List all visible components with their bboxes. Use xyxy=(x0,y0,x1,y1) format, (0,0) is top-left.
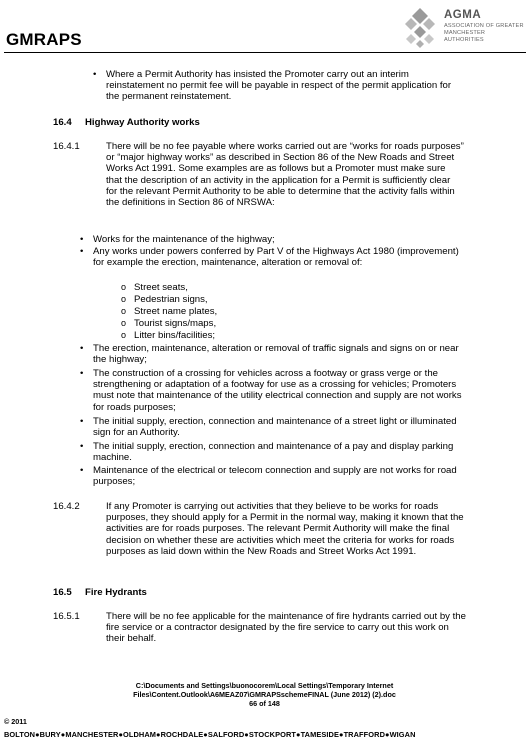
sub-list-item xyxy=(121,294,208,305)
circle-bullet-icon: o xyxy=(121,282,127,292)
bullet-dot-icon: • xyxy=(80,234,84,245)
list-item xyxy=(80,246,465,269)
logo-subtitle: ASSOCIATION OF GREATER MANCHESTER AUTHORITIES xyxy=(444,23,524,43)
footer-path-line-1: C:\Documents and Settings\buonocorem\Local Settings\Temporary Internet xyxy=(135,681,394,690)
sub-list-item-text: Pedestrian signs, xyxy=(134,294,208,305)
circle-bullet-icon: o xyxy=(121,330,127,340)
intro-bullet xyxy=(93,69,466,103)
bullet-dot-icon: • xyxy=(93,69,97,80)
circle-bullet-icon: o xyxy=(121,318,127,328)
list-item-text: Works for the maintenance of the highway; xyxy=(93,234,275,245)
sub-list-item xyxy=(121,282,188,293)
sub-list-item-text: Tourist signs/maps, xyxy=(134,318,217,329)
sub-list-item-text: Street seats, xyxy=(134,282,188,293)
list-item xyxy=(80,234,465,245)
intro-bullet-text: Where a Permit Authority has insisted the Promoter carry out an interim reinstatement no permit fee will be payable in respect of the permit application for the permanent reinstatement. xyxy=(106,69,452,103)
list-item xyxy=(80,343,465,366)
bullet-dot-icon: • xyxy=(80,246,84,257)
sub-list-item xyxy=(121,318,217,329)
para-16-4-2-number: 16.4.2 xyxy=(53,501,80,512)
sub-list-item xyxy=(121,306,218,317)
list-item-text: The erection, maintenance, alteration or removal of traffic signals and signs on or near the highway; xyxy=(93,343,459,366)
footer-path-line-2: Files\Content.Outlook\A6MEAZ07\GMRAPSschemeFINAL (June 2012) (2).doc xyxy=(133,690,396,699)
para-16-5-1-number: 16.5.1 xyxy=(53,611,80,622)
bullet-dot-icon: • xyxy=(80,416,84,427)
header-rule xyxy=(4,52,526,53)
list-item xyxy=(80,441,465,464)
logo-name: AGMA xyxy=(444,9,482,21)
section-16-5-title: Fire Hydrants xyxy=(85,587,147,598)
list-item xyxy=(80,416,465,439)
copyright: © 2011 xyxy=(4,717,27,726)
list-item-text: The initial supply, erection, connection and maintenance of a street light or illuminated sign for an Authority. xyxy=(93,416,457,439)
para-16-4-1: There will be no fee payable where works carried out are “works for roads purposes” or “major highway works” as described in Section 86 of the New Roads and Street Works Act 1991. Some examples are as follows but a Promoter must make sure that the description of an activity in the application for a Permit is sufficiently clear for the relevant Permit Authority to be able to determine that the activity falls within the definitions in Section 86 of NRSWA: xyxy=(106,141,464,209)
circle-bullet-icon: o xyxy=(121,294,127,304)
list-item-text: Maintenance of the electrical or telecom connection and supply are not works for road purposes; xyxy=(93,465,457,488)
bullet-dot-icon: • xyxy=(80,343,84,354)
sub-list-item-text: Street name plates, xyxy=(134,306,218,317)
sub-list-item-text: Litter bins/facilities; xyxy=(134,330,216,341)
para-16-5-1: There will be no fee applicable for the maintenance of fire hydrants carried out by the fire service or a contractor designated by the fire service to carry out this work on their behalf. xyxy=(106,611,466,645)
section-16-5-number: 16.5 xyxy=(53,587,72,598)
list-item-text: The initial supply, erection, connection and maintenance of a pay and display parking machine. xyxy=(93,441,454,464)
list-item-text: Any works under powers conferred by Part V of the Highways Act 1980 (improvement) for example the erection, maintenance, alteration or removal of: xyxy=(93,246,459,269)
footer-towns: BOLTON●BURY●MANCHESTER●OLDHAM●ROCHDALE●SALFORD●STOCKPORT●TAMESIDE●TRAFFORD●WIGAN xyxy=(4,730,416,739)
bullet-dot-icon: • xyxy=(80,368,84,379)
agma-logo-icon xyxy=(402,6,438,50)
bullet-dot-icon: • xyxy=(80,465,84,476)
bullet-dot-icon: • xyxy=(80,441,84,452)
footer-page-number: 66 of 148 xyxy=(249,699,280,708)
list-item xyxy=(80,465,465,488)
circle-bullet-icon: o xyxy=(121,306,127,316)
para-16-4-2: If any Promoter is carrying out activities that they believe to be works for roads purposes, they should apply for a Permit in the normal way, making it known that the activities are for roads purposes. The relevant Permit Authority will make the final decision on whether these are activities which meet the criteria for works for roads purposes as laid down within the New Roads and Street Works Act 1991. xyxy=(106,501,464,557)
sub-list-item xyxy=(121,330,216,341)
list-item-text: The construction of a crossing for vehicles across a footway or grass verge or the strengthening or adaptation of a footway for use as a crossing for vehicles; Promoters must note that maintenance of the utility electrical connection and supply are not works for roads purposes; xyxy=(93,368,462,413)
footer-file-path xyxy=(0,681,529,708)
section-16-4-number: 16.4 xyxy=(53,117,72,128)
document-title: GMRAPS xyxy=(6,30,82,49)
para-16-4-1-number: 16.4.1 xyxy=(53,141,80,152)
agma-logo xyxy=(402,6,524,54)
section-16-4-title: Highway Authority works xyxy=(85,117,200,128)
list-item xyxy=(80,368,465,413)
